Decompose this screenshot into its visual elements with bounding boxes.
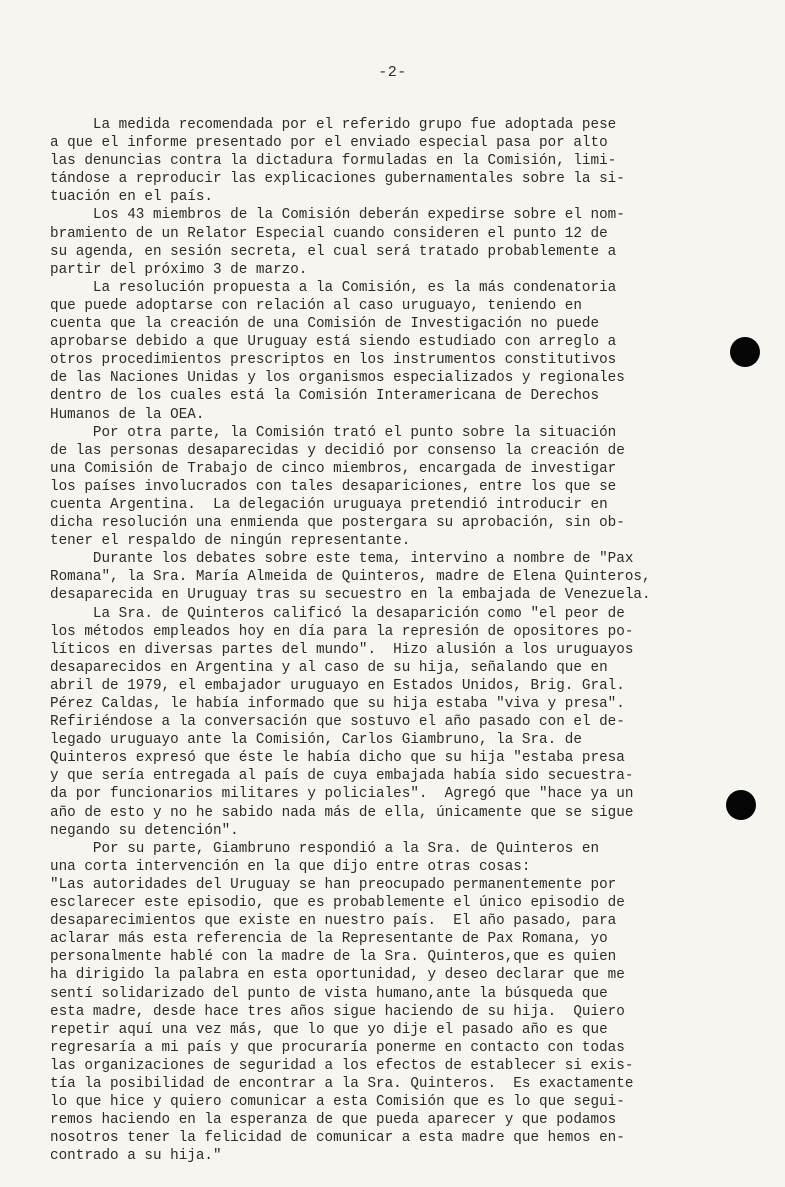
text-line: Pérez Caldas, le había informado que su hija estaba "viva y presa". — [50, 696, 625, 712]
text-line: las denuncias contra la dictadura formuladas en la Comisión, limi- — [50, 153, 617, 170]
text-line: repetir aquí una vez más, que lo que yo dije el pasado año es que — [50, 1021, 608, 1038]
text-line: líticos en diversas partes del mundo". Hizo alusión a los uruguayos — [50, 641, 634, 658]
text-line: aclarar más esta referencia de la Representante de Pax Romana, yo — [50, 931, 608, 948]
text-line: desaparecida en Uruguay tras su secuestro en la embajada de Venezuela. — [50, 587, 651, 604]
text-line: esta madre, desde hace tres años sigue haciendo de su hija. Quiero — [50, 1003, 625, 1020]
text-line: esclarecer este episodio, que es probablemente el único episodio de — [50, 895, 625, 912]
text-line: legado uruguayo ante la Comisión, Carlos Giambruno, la Sra. de — [50, 732, 582, 749]
text-line: remos haciendo en la esperanza de que pueda aparecer y que podamos — [50, 1112, 617, 1129]
text-line: desaparecimientos que existe en nuestro país. El año pasado, para — [50, 913, 617, 930]
text-line: dentro de los cuales está la Comisión Interamericana de Derechos — [50, 388, 600, 405]
text-line: tándose a reproducir las explicaciones gubernamentales sobre la si- — [50, 171, 625, 188]
text-line: La medida recomendada por el referido grupo fue adoptada pese — [50, 117, 617, 133]
text-line: tener el respaldo de ningún representante. — [50, 533, 411, 550]
text-line: de las personas desaparecidas y decidió por consenso la creación de — [50, 442, 625, 459]
text-line: Refiriéndose a la conversación que sostuvo el año pasado con el de- — [50, 714, 625, 731]
punch-hole — [730, 337, 760, 367]
text-line: Por su parte, Giambruno respondió a la Sra. de Quinteros en — [50, 840, 600, 857]
text-line: los métodos empleados hoy en día para la represión de opositores po- — [50, 623, 634, 640]
text-line: sentí solidarizado del punto de vista humano,ante la búsqueda que — [50, 985, 608, 1002]
text-line: abril de 1979, el embajador uruguayo en Estados Unidos, Brig. Gral. — [50, 677, 625, 694]
text-line: La Sra. de Quinteros calificó la desaparición como "el peor de — [50, 605, 625, 622]
text-line: regresaría a mi país y que procuraría ponerme en contacto con todas — [50, 1039, 625, 1056]
text-line: da por funcionarios militares y policiales". Agregó que "hace ya un — [50, 786, 634, 803]
text-line: lo que hice y quiero comunicar a esta Comisión que es lo que segui- — [50, 1094, 625, 1111]
text-line: que puede adoptarse con relación al caso uruguayo, teniendo en — [50, 297, 582, 314]
text-line: Los 43 miembros de la Comisión deberán expedirse sobre el nom- — [50, 207, 625, 224]
text-line: bramiento de un Relator Especial cuando consideren el punto 12 de — [50, 225, 608, 242]
text-line: Quinteros expresó que éste le había dicho que su hija "estaba presa — [50, 750, 625, 767]
text-line: partir del próximo 3 de marzo. — [50, 261, 308, 278]
text-line: Durante los debates sobre este tema, intervino a nombre de "Pax — [50, 551, 634, 568]
text-line: nosotros tener la felicidad de comunicar a esta madre que hemos en- — [50, 1130, 625, 1147]
text-line: dicha resolución una enmienda que postergara su aprobación, sin ob- — [50, 515, 625, 532]
text-line: "Las autoridades del Uruguay se han preocupado permanentemente por — [50, 876, 617, 893]
page-number: -2- — [378, 64, 407, 81]
text-line: cuenta Argentina. La delegación uruguaya pretendió introducir en — [50, 496, 608, 513]
text-line: personalmente hablé con la madre de la Sra. Quinteros,que es quien — [50, 949, 617, 966]
text-line: contrado a su hija." — [50, 1148, 222, 1165]
text-line: las organizaciones de seguridad a los efectos de establecer si exis- — [50, 1057, 634, 1074]
punch-hole — [726, 790, 756, 820]
text-line: aprobarse debido a que Uruguay está siendo estudiado con arreglo a — [50, 334, 617, 351]
text-line: tía la posibilidad de encontrar a la Sra. Quinteros. Es exactamente — [50, 1075, 634, 1092]
text-line: su agenda, en sesión secreta, el cual será tratado probablemente a — [50, 243, 617, 260]
text-line: ha dirigido la palabra en esta oportunidad, y deseo declarar que me — [50, 967, 625, 984]
text-line: y que sería entregada al país de cuya embajada había sido secuestra- — [50, 768, 634, 785]
text-line: negando su detención". — [50, 822, 239, 839]
text-line: otros procedimientos prescriptos en los instrumentos constitutivos — [50, 352, 617, 369]
text-line: cuenta que la creación de una Comisión de Investigación no puede — [50, 316, 600, 333]
text-line: desaparecidos en Argentina y al caso de su hija, señalando que en — [50, 659, 608, 676]
text-line: Romana", la Sra. María Almeida de Quinteros, madre de Elena Quinteros, — [50, 569, 651, 586]
text-line: de las Naciones Unidas y los organismos especializados y regionales — [50, 370, 625, 387]
text-line: año de esto y no he sabido nada más de ella, únicamente que se sigue — [50, 804, 634, 821]
text-line: tuación en el país. — [50, 189, 214, 206]
text-line: los países involucrados con tales desapariciones, entre los que se — [50, 478, 617, 495]
text-line: La resolución propuesta a la Comisión, es la más condenatoria — [50, 279, 617, 296]
text-line: una corta intervención en la que dijo entre otras cosas: — [50, 858, 531, 875]
text-line: Humanos de la OEA. — [50, 406, 205, 423]
document-body — [50, 116, 765, 1165]
text-line: una Comisión de Trabajo de cinco miembros, encargada de investigar — [50, 460, 617, 477]
text-line: a que el informe presentado por el enviado especial pasa por alto — [50, 135, 608, 152]
text-line: Por otra parte, la Comisión trató el punto sobre la situación — [50, 424, 617, 441]
